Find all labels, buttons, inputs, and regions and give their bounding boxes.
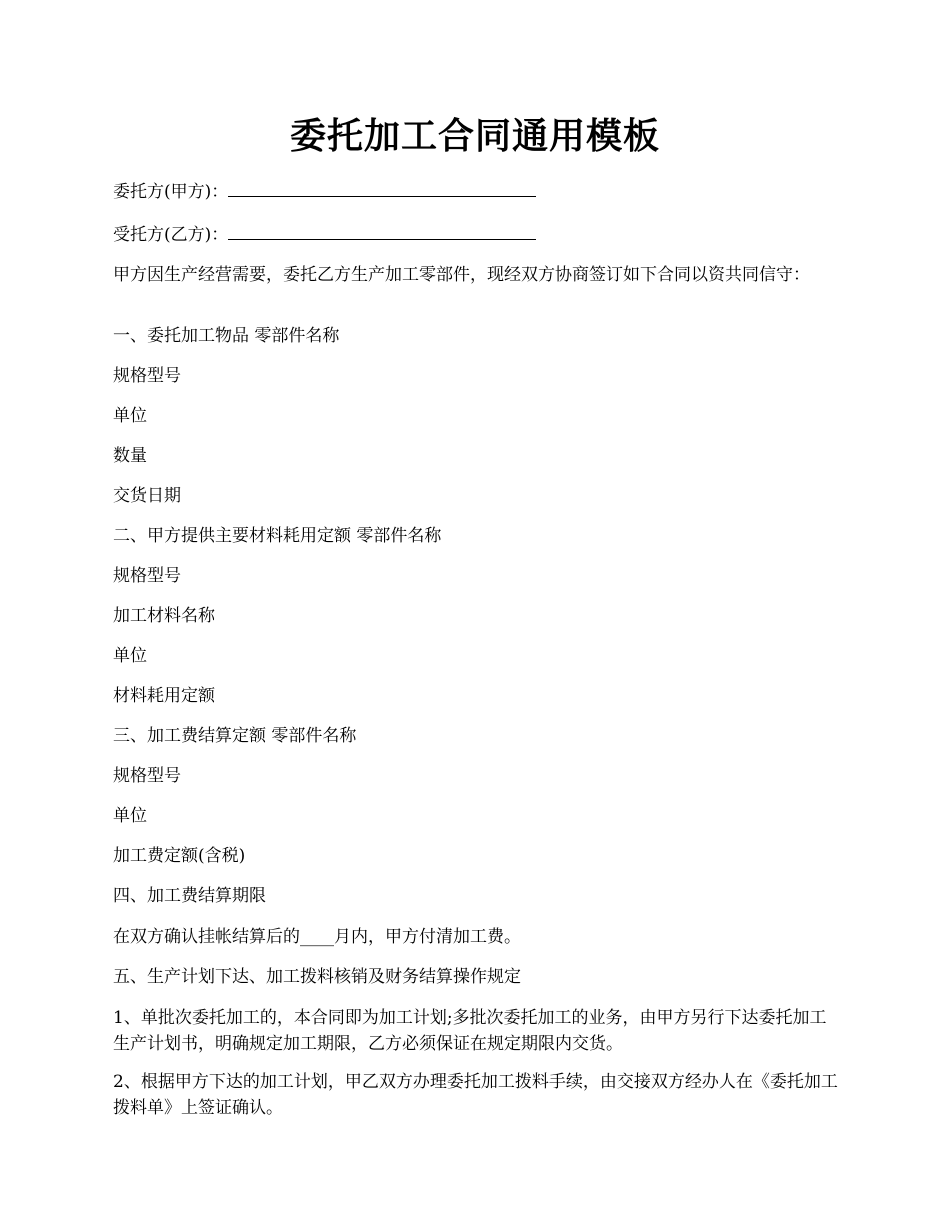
s5-item1-paragraph: 1、单批次委托加工的，本合同即为加工计划;多批次委托加工的业务，由甲方另行下达委托加工生产计划书，明确规定加工期限，乙方必须保证在规定期限内交货。: [113, 1008, 827, 1054]
s1-spec-line: 规格型号: [113, 366, 181, 386]
s3-spec-line: 规格型号: [113, 766, 181, 786]
entrusting-party-label: 委托方(甲方)：: [113, 182, 229, 202]
s2-unit-line: 单位: [113, 646, 147, 666]
entrusted-party-blank[interactable]: [228, 221, 536, 240]
s2-spec-line: 规格型号: [113, 566, 181, 586]
section-1-heading: 一、委托加工物品 零部件名称: [113, 326, 340, 346]
s1-qty-line: 数量: [113, 446, 147, 466]
section-4-heading: 四、加工费结算期限: [113, 886, 266, 906]
s1-unit-line: 单位: [113, 406, 147, 426]
entrusting-party-line: [113, 178, 843, 205]
entrusted-party-line: [113, 221, 843, 248]
s1-date-line: 交货日期: [113, 486, 181, 506]
section-2-heading: 二、甲方提供主要材料耗用定额 零部件名称: [113, 526, 442, 546]
s3-fee-line: 加工费定额(含税): [113, 846, 246, 866]
section-3-heading: 三、加工费结算定额 零部件名称: [113, 726, 357, 746]
preamble-paragraph: 甲方因生产经营需要，委托乙方生产加工零部件，现经双方协商签订如下合同以资共同信守：: [113, 265, 810, 285]
entrusted-party-label: 受托方(乙方)：: [113, 225, 229, 245]
s2-quota-line: 材料耗用定额: [113, 686, 215, 706]
s4-term-line: 在双方确认挂帐结算后的____月内，甲方付清加工费。: [113, 927, 521, 947]
s2-material-line: 加工材料名称: [113, 606, 215, 626]
section-5-heading: 五、生产计划下达、加工拨料核销及财务结算操作规定: [113, 967, 521, 987]
document-title: 委托加工合同通用模板: [289, 115, 660, 157]
s3-unit-line: 单位: [113, 806, 147, 826]
entrusting-party-blank[interactable]: [228, 178, 536, 197]
s5-item2-paragraph: 2、根据甲方下达的加工计划，甲乙双方办理委托加工拨料手续，由交接双方经办人在《委托加工拨料单》上签证确认。: [113, 1072, 838, 1118]
